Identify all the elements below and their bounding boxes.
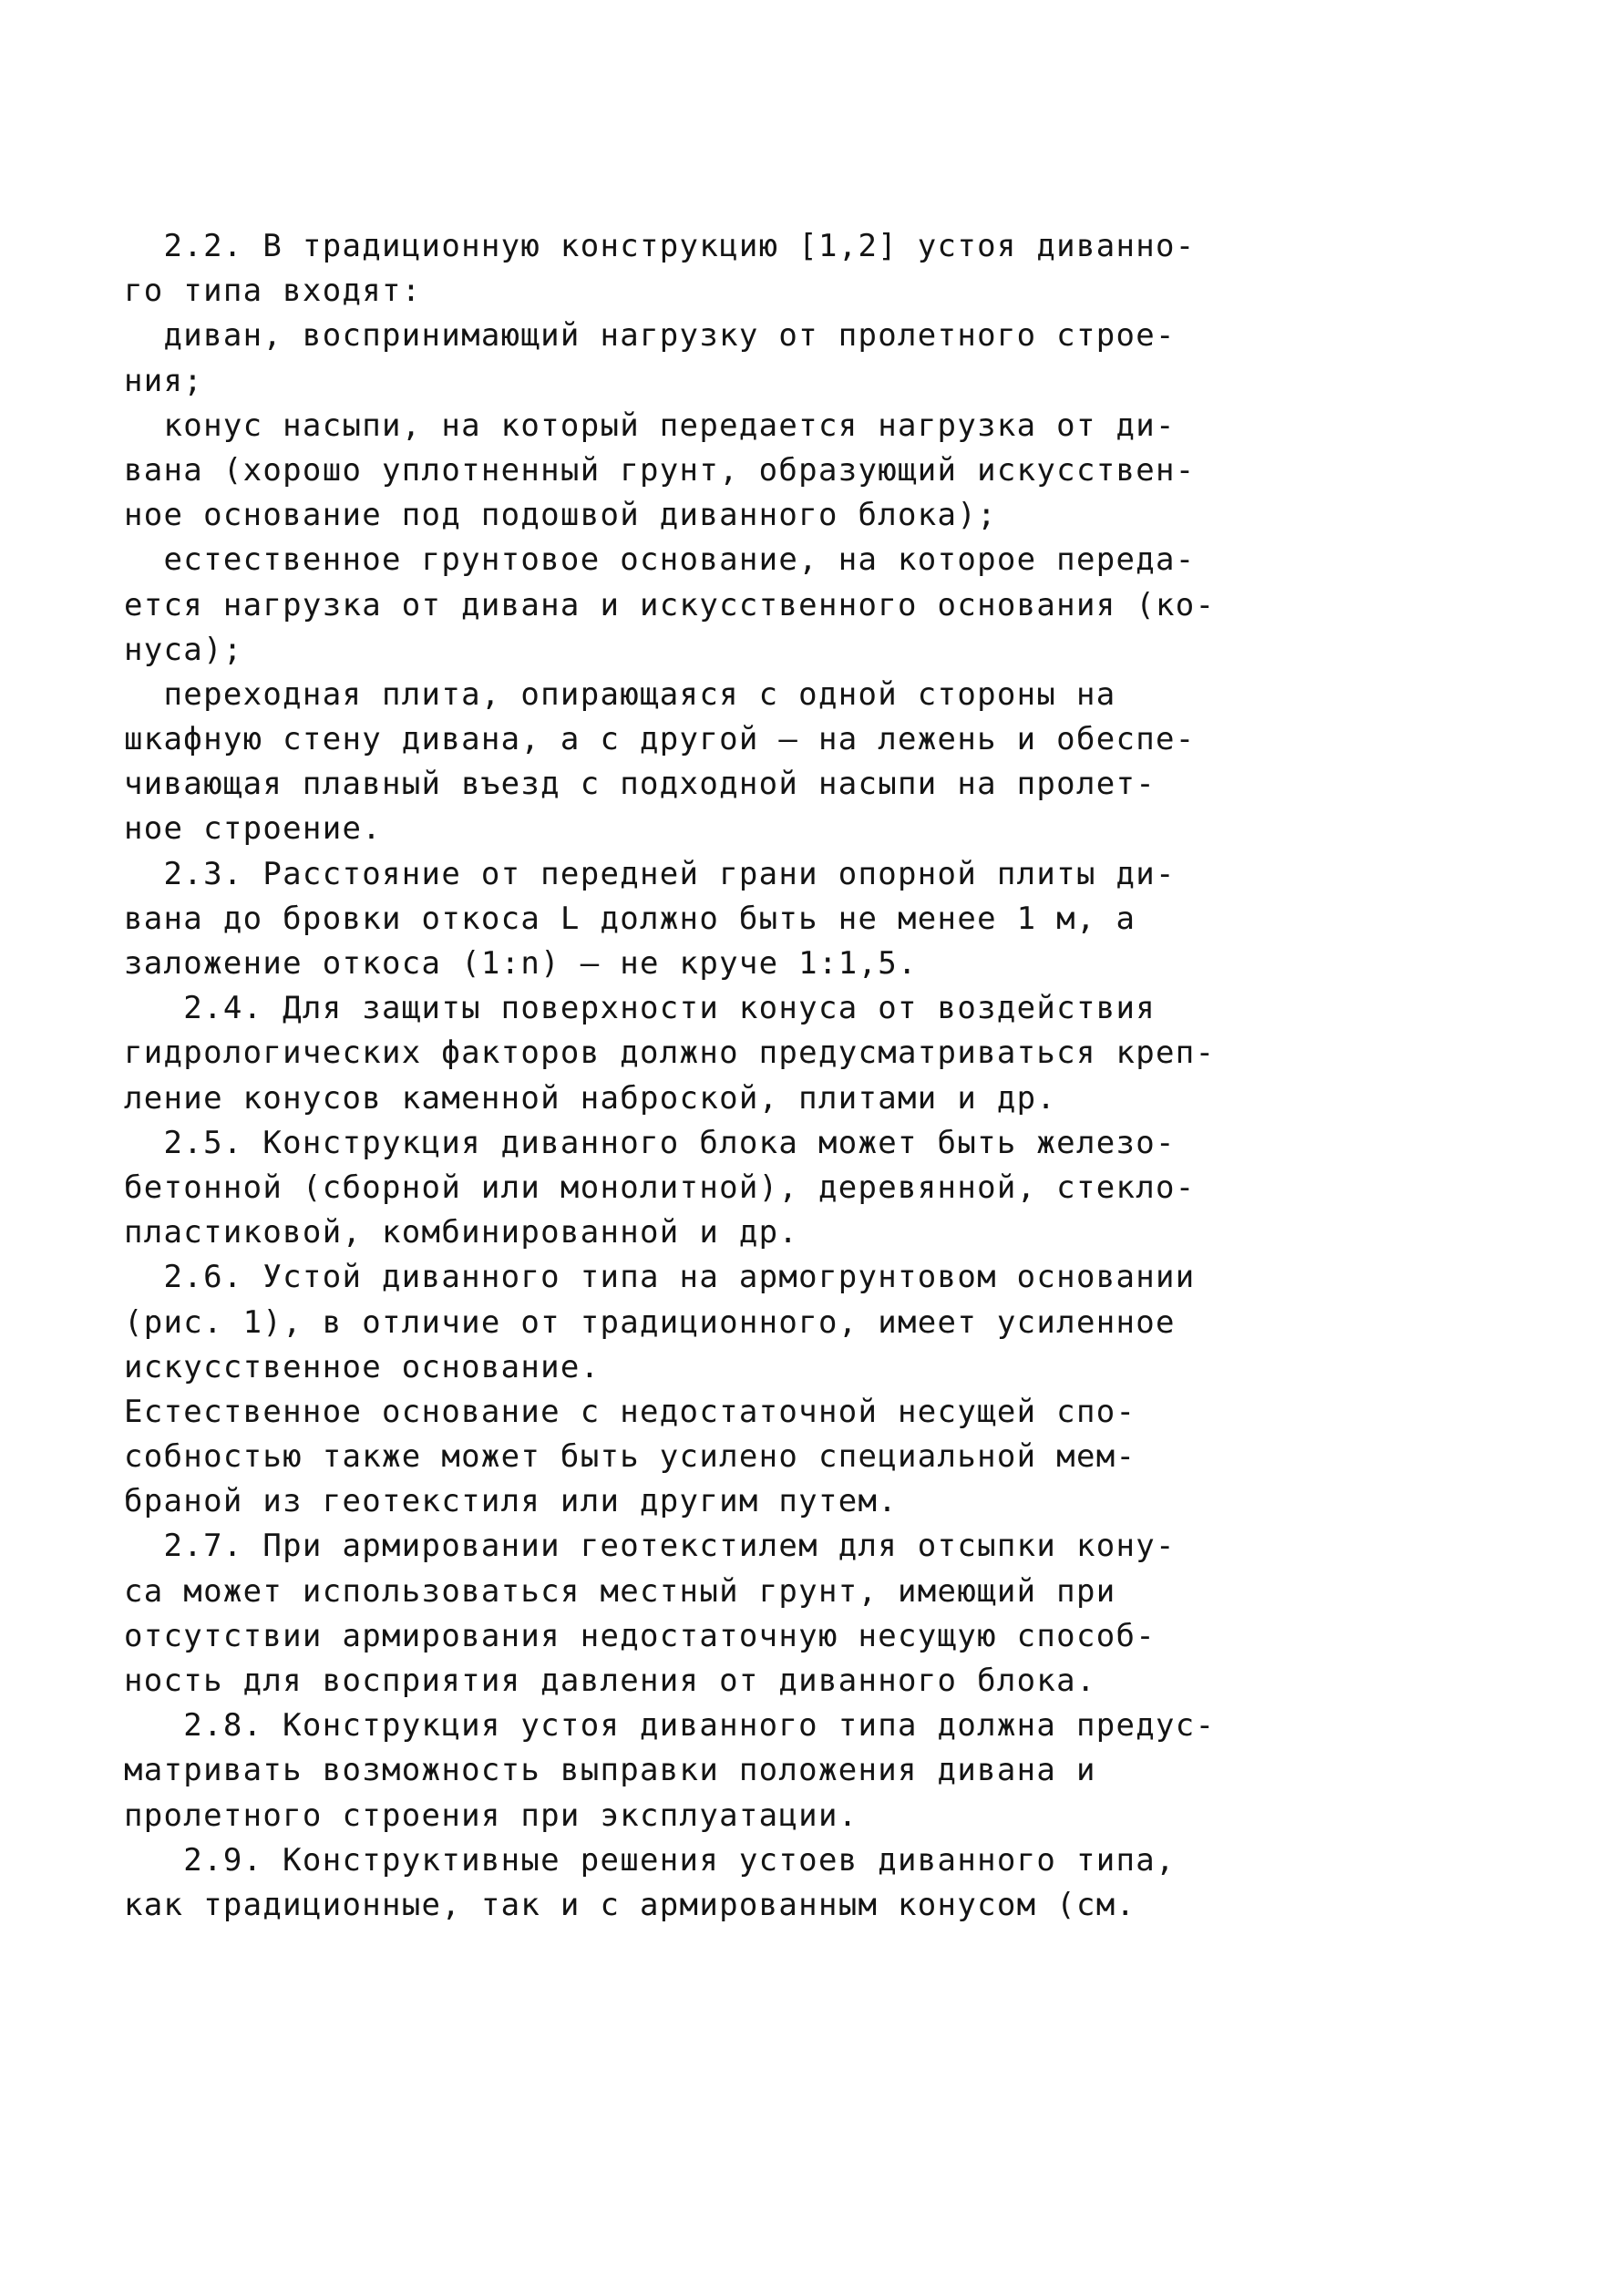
- text-line: искусственное основание.: [124, 1348, 601, 1385]
- text-line: гидрологических факторов должно предусматриваться креп-: [124, 1035, 1216, 1072]
- text-line: 2.2. В традиционную конструкцию [1,2] устоя диванно-: [124, 228, 1196, 264]
- text-line: ется нагрузка от дивана и искусственного основания (ко-: [124, 586, 1216, 623]
- text-line: (рис. 1), в отличие от традиционного, имеет усиленное: [124, 1303, 1176, 1341]
- text-line: диван, воспринимающий нагрузку от пролетного строе-: [124, 317, 1176, 355]
- text-line: нуса);: [124, 631, 243, 668]
- text-line: ное строение.: [124, 810, 383, 848]
- text-line: ность для восприятия давления от диванного блока.: [124, 1663, 1096, 1699]
- document-body: [124, 224, 1354, 1928]
- text-line: пластиковой, комбинированной и др.: [124, 1214, 799, 1251]
- text-line: 2.4. Для защиты поверхности конуса от воздействия: [124, 990, 1157, 1027]
- text-line: браной из геотекстиля или другим путем.: [124, 1483, 899, 1520]
- text-line: вана (хорошо уплотненный грунт, образующий искусствен-: [124, 451, 1196, 489]
- text-line: собностью также может быть усилено специальной мем-: [124, 1438, 1136, 1476]
- text-line: 2.7. При армировании геотекстилем для отсыпки кону-: [124, 1528, 1176, 1565]
- text-line: отсутствии армирования недостаточную несущую способ-: [124, 1617, 1157, 1654]
- text-line: 2.5. Конструкция диванного блока может быть железо-: [124, 1124, 1176, 1161]
- text-line: как традиционные, так и с армированным конусом (см.: [124, 1886, 1136, 1923]
- text-line: 2.9. Конструктивные решения устоев диванного типа,: [124, 1841, 1176, 1879]
- text-line: 2.3. Расстояние от передней грани опорной плиты ди-: [124, 855, 1176, 892]
- text-line: ление конусов каменной наброской, плитами и др.: [124, 1079, 1057, 1117]
- text-line: заложение откоса (1:n) – не круче 1:1,5.: [124, 945, 918, 982]
- text-line: ния;: [124, 362, 204, 399]
- text-line: вана до бровки откоса L должно быть не менее 1 м, а: [124, 900, 1136, 937]
- text-line: бетонной (сборной или монолитной), деревянной, стекло-: [124, 1169, 1196, 1206]
- text-line: матривать возможность выправки положения дивана и: [124, 1752, 1096, 1789]
- text-line: шкафную стену дивана, а с другой – на лежень и обеспе-: [124, 721, 1196, 758]
- text-line: 2.6. Устой диванного типа на армогрунтовом основании: [124, 1259, 1196, 1296]
- text-line: конус насыпи, на который передается нагрузка от ди-: [124, 407, 1176, 444]
- text-line: Естественное основание с недостаточной несущей спо-: [124, 1393, 1136, 1430]
- text-line: переходная плита, опирающаяся с одной стороны на: [124, 675, 1116, 713]
- text-line: пролетного строения при эксплуатации.: [124, 1797, 858, 1834]
- text-line: чивающая плавный въезд с подходной насыпи на пролет-: [124, 766, 1157, 803]
- text-line: 2.8. Конструкция устоя диванного типа должна предус-: [124, 1707, 1216, 1745]
- text-line: го типа входят:: [124, 273, 422, 310]
- text-line: ное основание под подошвой диванного блока);: [124, 497, 997, 534]
- text-line: естественное грунтовое основание, на которое переда-: [124, 541, 1196, 579]
- text-line: са может использоваться местный грунт, имеющий при: [124, 1572, 1116, 1610]
